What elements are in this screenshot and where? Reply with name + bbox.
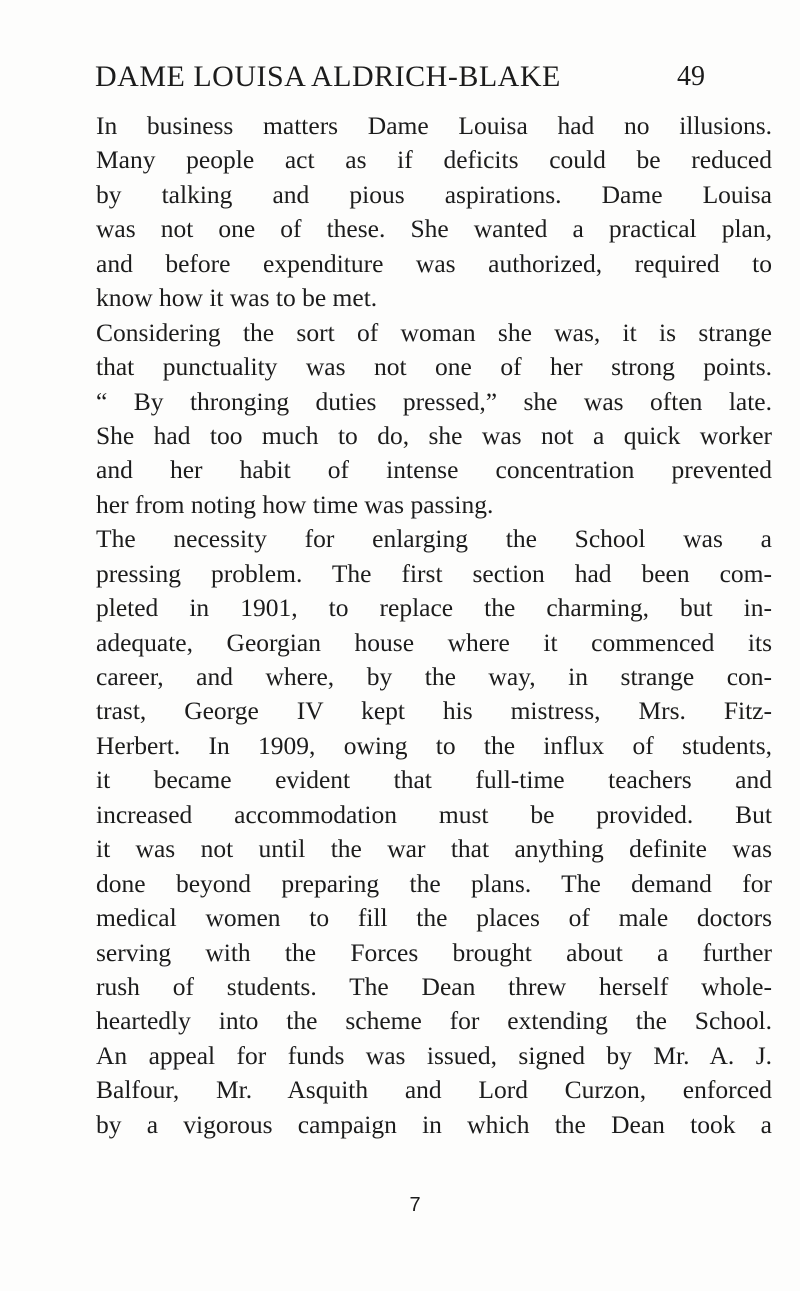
text-line: adequate, Georgian house where it commenced its — [96, 627, 772, 657]
page-number: 49 — [677, 61, 705, 92]
text-line: that punctuality was not one of her strong points. — [96, 352, 772, 382]
text-line: career, and where, by the way, in strange con- — [96, 662, 772, 691]
running-title: DAME LOUISA ALDRICH-BLAKE — [95, 60, 561, 93]
text-line: was not one of these. She wanted a practical plan, — [96, 214, 772, 244]
text-line: it became evident that full-time teachers and — [96, 765, 772, 795]
text-line: and her habit of intense concentration prevented — [96, 455, 772, 485]
text-line: it was not until the war that anything definite was — [96, 834, 772, 864]
text-line: know how it was to be met. — [96, 283, 378, 313]
body-text — [96, 109, 772, 1142]
text-line: by a vigorous campaign in which the Dean took a — [96, 1109, 772, 1139]
text-line: medical women to fill the places of male doctors — [96, 903, 772, 933]
text-line: trast, George IV kept his mistress, Mrs. Fitz- — [96, 696, 772, 726]
text-line: serving with the Forces brought about a further — [96, 937, 772, 967]
text-line: Herbert. In 1909, owing to the influx of students, — [96, 730, 772, 760]
text-line: pressing problem. The first section had been com- — [96, 558, 772, 588]
text-line: An appeal for funds was issued, signed by Mr. A. J. — [96, 1040, 772, 1070]
text-line: done beyond preparing the plans. The demand for — [96, 868, 772, 898]
text-line: In business matters Dame Louisa had no illusions. — [96, 111, 772, 140]
text-line: increased accommodation must be provided. But — [96, 799, 772, 829]
text-line: “ By thronging duties pressed,” she was often late. — [96, 386, 772, 416]
text-line: The necessity for enlarging the School was a — [96, 524, 772, 554]
text-line: Many people act as if deficits could be reduced — [96, 145, 772, 175]
text-line: rush of students. The Dean threw herself whole- — [96, 971, 772, 1001]
text-line: Considering the sort of woman she was, it is strange — [96, 317, 772, 347]
text-line: She had too much to do, she was not a quick worker — [96, 420, 772, 450]
running-head — [95, 55, 705, 99]
text-line: by talking and pious aspirations. Dame Louisa — [96, 179, 772, 209]
text-line: and before expenditure was authorized, required to — [96, 248, 772, 278]
text-line: heartedly into the scheme for extending the School. — [96, 1006, 772, 1036]
signature-mark: 7 — [409, 1194, 421, 1216]
text-line: pleted in 1901, to replace the charming, but in- — [96, 593, 772, 623]
text-line: Balfour, Mr. Asquith and Lord Curzon, enforced — [96, 1075, 772, 1105]
text-line: her from noting how time was passing. — [96, 489, 494, 519]
